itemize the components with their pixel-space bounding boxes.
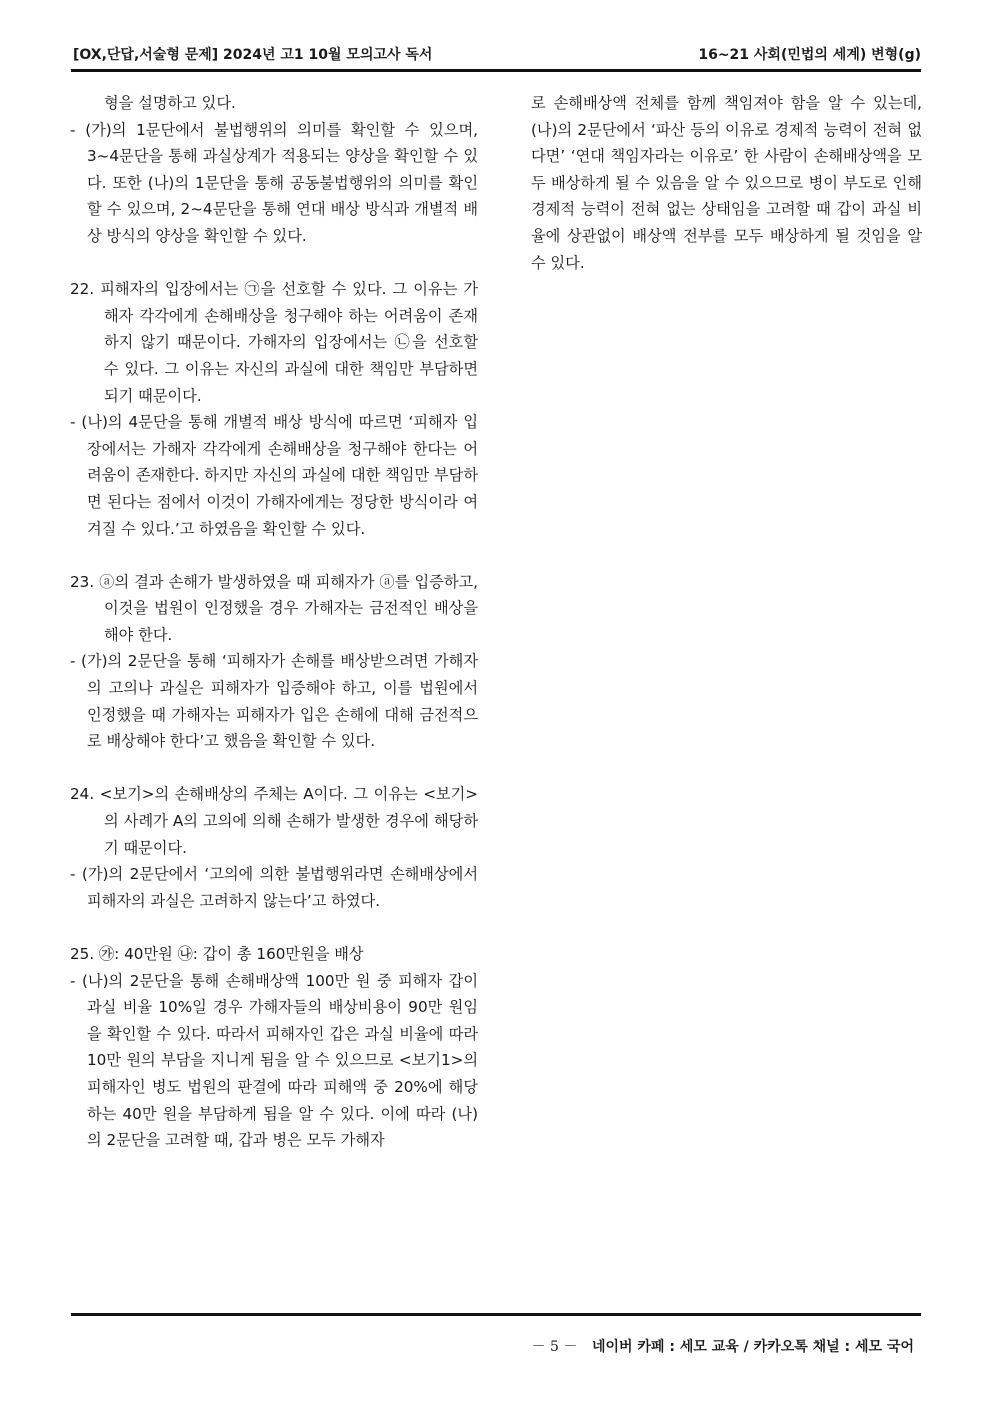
footer-rule [71,1313,921,1316]
continued-explanation: - (가)의 1문단에서 불법행위의 의미를 확인할 수 있으며, 3~4문단을 통해 과실상계가 적용되는 양상을 확인할 수 있다. 또한 (나)의 1문단을 통해 공동불법행위의 의미를 확인할 수 있으며, 2~4문단을 통해 연대 배상 방식과 개별적 배상 방식의 양상을 확인할 수 있다. [70,120,478,245]
footer-channel-info: 네이버 카페 : 세모 교육 / 카카오톡 채널 : 세모 국어 [591,1339,914,1355]
page-header [71,44,921,66]
right-column [531,90,922,276]
question-25-answer: 25. ㉮: 40만원 ㉯: 갑이 총 160만원을 배상 [70,945,364,963]
question-24-explanation: - (가)의 2문단에서 ‘고의에 의한 불법행위라면 손해배상에서 피해자의 과실은 고려하지 않는다’고 하였다. [70,865,478,910]
header-title: [OX,단답,서술형 문제] 2024년 고1 10월 모의고사 독서 [73,47,433,63]
question-23-answer: 23. ⓐ의 결과 손해가 발생하였을 때 피해자가 ⓐ를 입증하고, 이것을 법원이 인정했을 경우 가해자는 금전적인 배상을 해야 한다. [70,572,478,644]
question-22-answer: 22. 피해자의 입장에서는 ㉠을 선호할 수 있다. 그 이유는 가해자 각각에게 손해배상을 청구해야 하는 어려움이 존재하지 않기 때문이다. 가해자의 입장에서는 ㉡을 선호할 수 있다. 그 이유는 자신의 과실에 대한 책임만 부담하면 되기 때문이다. [70,280,478,405]
continued-line: 형을 설명하고 있다. [104,94,236,112]
question-25-explanation: - (나)의 2문단을 통해 손해배상액 100만 원 중 피해자 갑이 과실 비율 10%일 경우 가해자들의 배상비용이 90만 원임을 확인할 수 있다. 따라서 피해자인 갑은 과실 비율에 따라 10만 원의 부담을 지니게 됨을 알 수 있으므로 <보기1>의 피해자인 병도 법원의 판결에 따라 피해액 중 20%에 해당하는 40만 원을 부담하게 됨을 알 수 있다. 이에 따라 (나)의 2문단을 고려할 때, 갑과 병은 모두 가해자 [70,971,478,1150]
question-22-explanation: - (나)의 4문단을 통해 개별적 배상 방식에 따르면 ‘피해자 입장에서는 가해자 각각에게 손해배상을 청구해야 한다는 어려움이 존재한다. 하지만 자신의 과실에 대한 책임만 부담하면 된다는 점에서 이것이 가해자에게는 정당한 방식이라 여겨질 수 있다.’고 하였음을 확인할 수 있다. [70,413,478,538]
question-25-explanation-continued: 로 손해배상액 전체를 함께 책임져야 함을 알 수 있는데, (나)의 2문단에서 ‘파산 등의 이유로 경제적 능력이 전혀 없다면’ ‘연대 책임자라는 이유로’ 한 사람이 손해배상액을 모두 배상하게 될 수 있음을 알 수 있으므로 병이 부도로 인해 경제적 능력이 전혀 없는 상태임을 고려할 때 갑이 과실 비율에 상관없이 배상액 전부를 모두 배상하게 될 것임을 알 수 있다. [531,94,922,272]
left-column [70,90,478,1154]
header-rule [71,69,921,72]
question-23-explanation: - (가)의 2문단을 통해 ‘피해자가 손해를 배상받으려면 가해자의 고의나 과실은 피해자가 입증해야 하고, 이를 법원에서 인정했을 때 가해자는 피해자가 입은 손해에 대해 금전적으로 배상해야 한다’고 했음을 확인할 수 있다. [70,652,478,751]
page-footer [532,1336,914,1356]
question-24-answer: 24. <보기>의 손해배상의 주체는 A이다. 그 이유는 <보기>의 사례가 A의 고의에 의해 손해가 발생한 경우에 해당하기 때문이다. [70,785,478,857]
page-number: － 5 － [531,1339,578,1355]
header-section: 16~21 사회(민법의 세계) 변형(g) [698,47,921,63]
